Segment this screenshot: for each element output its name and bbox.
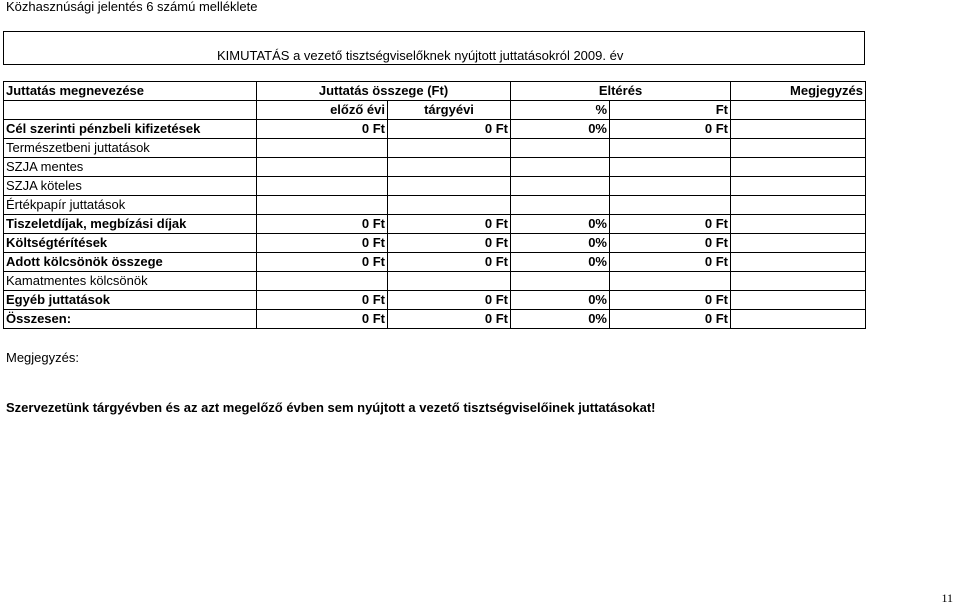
table-row xyxy=(4,215,866,234)
row-prev-value: 0 Ft xyxy=(257,120,388,139)
report-title-box xyxy=(3,31,865,65)
subheader-note-empty xyxy=(731,101,866,120)
row-pct-value: 0% xyxy=(511,291,610,310)
row-prev-value xyxy=(257,139,388,158)
row-curr-value xyxy=(388,158,511,177)
row-prev-value xyxy=(257,272,388,291)
benefits-table xyxy=(3,81,866,329)
row-label: SZJA köteles xyxy=(4,177,257,196)
row-ft-value: 0 Ft xyxy=(610,310,731,329)
table-row xyxy=(4,253,866,272)
notes-text: Szervezetünk tárgyévben és az azt megelőző évben sem nyújtott a vezető tisztségviselőinek juttatásokat! xyxy=(6,400,656,415)
row-pct-value: 0% xyxy=(511,253,610,272)
header-name: Juttatás megnevezése xyxy=(4,82,257,101)
table-row xyxy=(4,158,866,177)
table-row xyxy=(4,234,866,253)
row-pct-value xyxy=(511,272,610,291)
row-curr-value xyxy=(388,272,511,291)
row-prev-value xyxy=(257,196,388,215)
header-note: Megjegyzés xyxy=(731,82,866,101)
row-note xyxy=(731,139,866,158)
row-curr-value: 0 Ft xyxy=(388,120,511,139)
table-row xyxy=(4,291,866,310)
row-pct-value: 0% xyxy=(511,215,610,234)
row-label: Egyéb juttatások xyxy=(4,291,257,310)
table-row xyxy=(4,177,866,196)
row-pct-value: 0% xyxy=(511,234,610,253)
row-prev-value: 0 Ft xyxy=(257,291,388,310)
row-note xyxy=(731,177,866,196)
subheader-pct: % xyxy=(511,101,610,120)
row-curr-value xyxy=(388,139,511,158)
subheader-ft: Ft xyxy=(610,101,731,120)
row-ft-value: 0 Ft xyxy=(610,253,731,272)
subheader-curr: tárgyévi xyxy=(388,101,511,120)
row-label: Természetbeni juttatások xyxy=(4,139,257,158)
document-header: Közhasznúsági jelentés 6 számú melléklete xyxy=(6,0,258,14)
row-pct-value: 0% xyxy=(511,120,610,139)
row-ft-value: 0 Ft xyxy=(610,234,731,253)
row-curr-value: 0 Ft xyxy=(388,215,511,234)
table-row xyxy=(4,272,866,291)
row-ft-value xyxy=(610,196,731,215)
row-curr-value: 0 Ft xyxy=(388,234,511,253)
row-ft-value xyxy=(610,272,731,291)
row-curr-value xyxy=(388,196,511,215)
row-prev-value: 0 Ft xyxy=(257,310,388,329)
row-pct-value xyxy=(511,196,610,215)
table-header-row xyxy=(4,82,866,101)
row-ft-value xyxy=(610,177,731,196)
row-note xyxy=(731,272,866,291)
row-note xyxy=(731,234,866,253)
row-ft-value xyxy=(610,158,731,177)
row-label: Összesen: xyxy=(4,310,257,329)
row-label: SZJA mentes xyxy=(4,158,257,177)
table-subheader-row xyxy=(4,101,866,120)
row-note xyxy=(731,310,866,329)
row-prev-value xyxy=(257,158,388,177)
header-diff: Eltérés xyxy=(511,82,731,101)
row-ft-value: 0 Ft xyxy=(610,215,731,234)
row-curr-value: 0 Ft xyxy=(388,310,511,329)
row-prev-value: 0 Ft xyxy=(257,234,388,253)
row-curr-value: 0 Ft xyxy=(388,291,511,310)
row-ft-value: 0 Ft xyxy=(610,120,731,139)
row-note xyxy=(731,120,866,139)
page-number: 11 xyxy=(941,591,953,605)
table-row xyxy=(4,139,866,158)
row-curr-value: 0 Ft xyxy=(388,253,511,272)
subheader-prev: előző évi xyxy=(257,101,388,120)
header-amount: Juttatás összege (Ft) xyxy=(257,82,511,101)
row-note xyxy=(731,215,866,234)
row-pct-value xyxy=(511,158,610,177)
row-pct-value xyxy=(511,177,610,196)
row-prev-value: 0 Ft xyxy=(257,215,388,234)
row-note xyxy=(731,196,866,215)
row-note xyxy=(731,291,866,310)
row-label: Kamatmentes kölcsönök xyxy=(4,272,257,291)
row-prev-value xyxy=(257,177,388,196)
row-curr-value xyxy=(388,177,511,196)
table-row xyxy=(4,310,866,329)
row-ft-value xyxy=(610,139,731,158)
table-row xyxy=(4,196,866,215)
row-label: Adott kölcsönök összege xyxy=(4,253,257,272)
row-ft-value: 0 Ft xyxy=(610,291,731,310)
row-label: Költségtérítések xyxy=(4,234,257,253)
row-note xyxy=(731,158,866,177)
row-note xyxy=(731,253,866,272)
subheader-empty xyxy=(4,101,257,120)
row-pct-value: 0% xyxy=(511,310,610,329)
row-label: Tiszeletdíjak, megbízási díjak xyxy=(4,215,257,234)
row-label: Cél szerinti pénzbeli kifizetések xyxy=(4,120,257,139)
report-title: KIMUTATÁS a vezető tisztségviselőknek nyújtott juttatásokról 2009. év xyxy=(217,48,624,63)
row-pct-value xyxy=(511,139,610,158)
table-row xyxy=(4,120,866,139)
notes-label: Megjegyzés: xyxy=(6,350,79,365)
row-prev-value: 0 Ft xyxy=(257,253,388,272)
row-label: Értékpapír juttatások xyxy=(4,196,257,215)
